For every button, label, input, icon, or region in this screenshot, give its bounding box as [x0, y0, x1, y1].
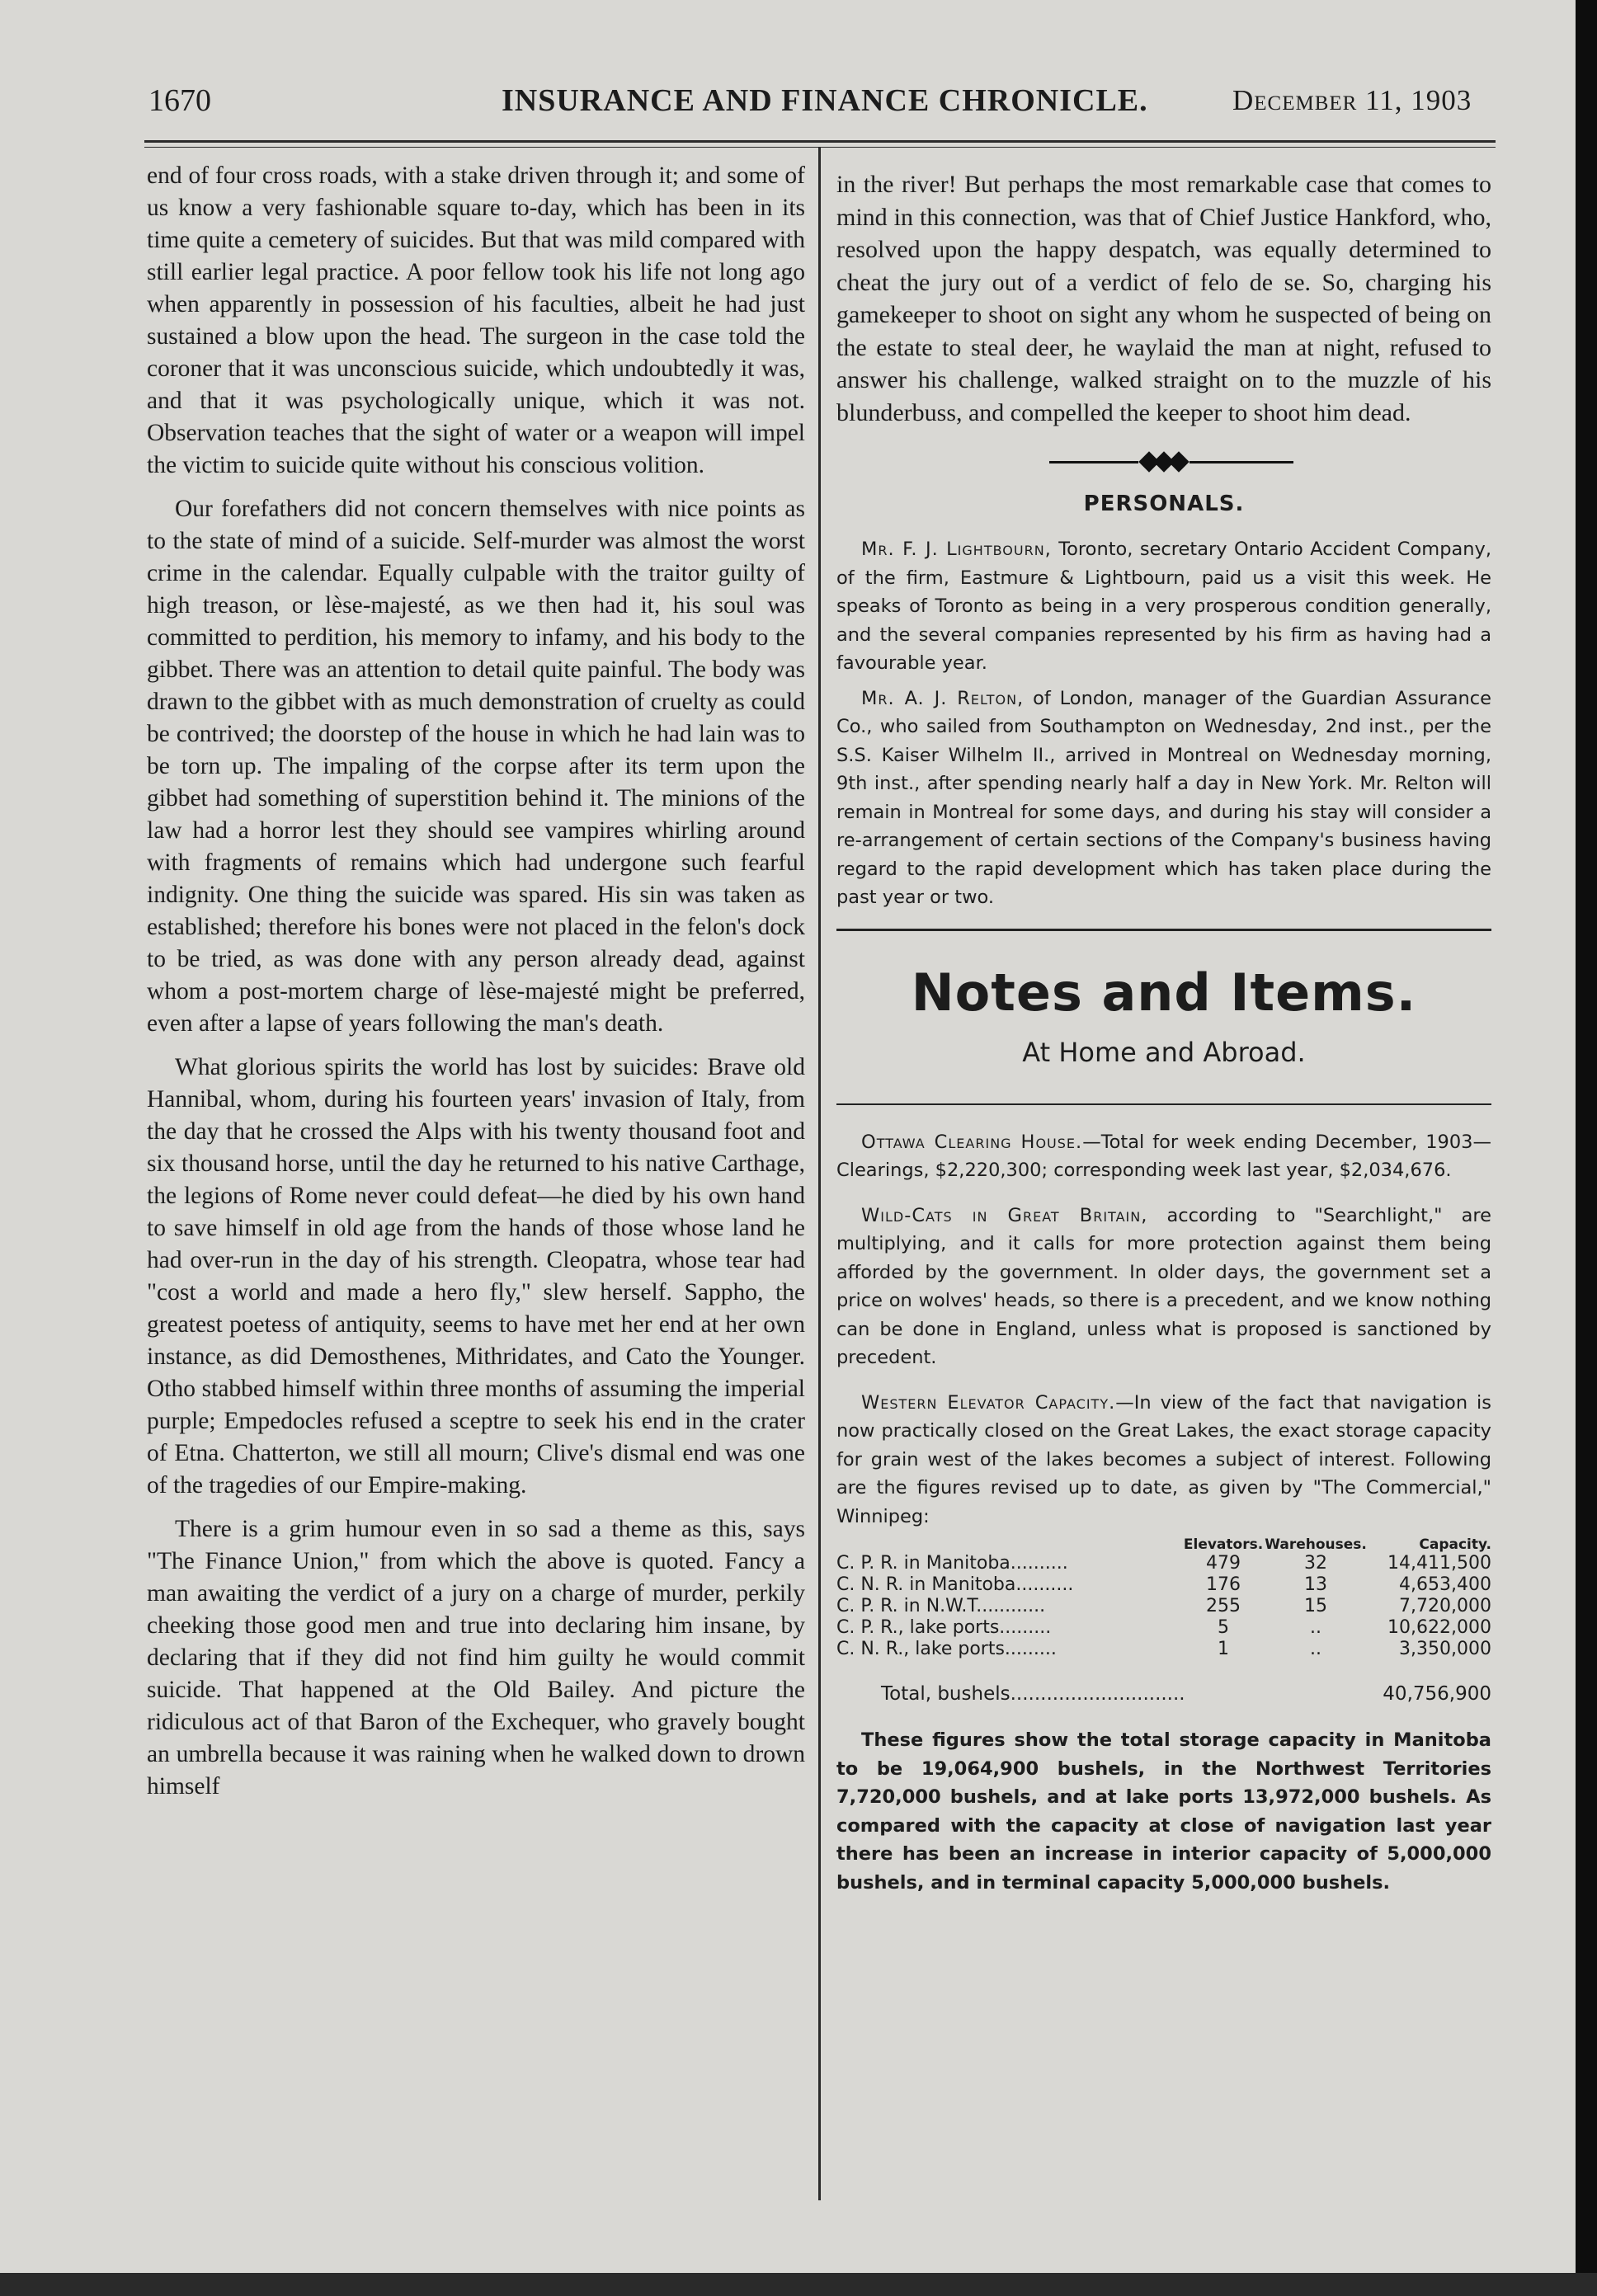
table-cell: C. N. R. in Manitoba.......... — [836, 1574, 1074, 1595]
note-text: according to "Searchlight," are multiplying, and it calls for more protection against them being afforded by the government. In older days, the government set a price on wolves' heads, so there is a precedent, and we know nothing can be done in England, unless what is proposed is sanctioned by precedent. — [836, 1204, 1491, 1368]
elevator-capacity-table — [836, 1537, 1491, 1705]
scan-edge-right — [1576, 0, 1597, 2296]
table-header-cell: Elevators. — [1183, 1536, 1264, 1553]
table-cell: 5 — [1218, 1617, 1230, 1638]
article-paragraph: There is a grim humour even in so sad a theme as this, says "The Finance Union," from which the above is quoted. Fancy a man awaiting the verdict of a jury on a charge of murder, perkily cheeking those good men and true into declaring him insane, by declaring that if they did not find him guilty he would commit suicide. That happened at the Old Bailey. And picture the ridiculous act of that Baron of the Exchequer, who gravely bought an umbrella because it was raining when he walked down to drown himself — [147, 1516, 805, 1800]
article-paragraph: Our forefathers did not concern themselves with nice points as to the state of mind of a suicide. Self-murder was almost the worst crime in the calendar. Equally culpable with the traitor guilty of high treason, or lèse-majesté, as we then had it, his soul was committed to perdition, his memory to infamy, and his body to the gibbet. There was an attention to detail quite painful. The body was drawn to the gibbet with as much demonstration of cruelty as could be contrived; the doorstep of the house in which he had lain was to be torn up. The impaling of the corpse after its term upon the gibbet had something of superstition behind it. The minions of the law had a horror lest they should see vampires whirling around with fragments of remains which had undergone such fearful indignity. One thing the suicide was spared. His sin was taken as established; therefore his bones were not placed in the felon's dock to be tried, as was done with any person already dead, against whom a post-mortem charge of lèse-majesté might be preferred, even after a lapse of years following the man's death. — [147, 496, 805, 1037]
personal-name: Mr. F. J. Lightbourn, — [861, 539, 1052, 560]
article-paragraph: end of four cross roads, with a stake driven through it; and some of us know a very fashionable square to-day, which has been in its time quite a cemetery of suicides. But that was mild compared with still earlier legal practice. A poor fellow took his life not long ago when apparently in possession of his faculties, albeit he had just sustained a blow upon the head. The surgeon in the case told the coroner that it was unconscious suicide, which undoubtedly it was, and that it was psychologically unique, which it was not. Observation teaches that the sight of water or a weapon will impel the victim to suicide quite without his conscious volition. — [147, 162, 805, 478]
header-rule — [144, 140, 1496, 143]
table-header-cell: Warehouses. — [1265, 1536, 1367, 1553]
journal-title: INSURANCE AND FINANCE CHRONICLE. — [502, 83, 1148, 118]
table-cell: 1 — [1218, 1639, 1230, 1659]
column-divider — [818, 147, 821, 2200]
table-cell: 176 — [1206, 1574, 1241, 1595]
total-label: Total, bushels............................. — [881, 1683, 1185, 1705]
note-lead: Western Elevator Capacity. — [861, 1391, 1116, 1414]
summary-section — [836, 1726, 1491, 1897]
section-rule — [836, 1103, 1491, 1105]
scan-edge-bottom — [0, 2273, 1597, 2296]
article-continuation: in the river! But perhaps the most remarkable case that comes to mind in this connection, was that of Chief Justice Hankford, who, resolved upon the happy despatch, was equally determined to cheat the jury out of a verdict of felo de se. So, charging his gamekeeper to shoot on sight any whom he suspected of being on the estate to steal deer, he waylaid the man at night, refused to answer his challenge, walked straight on to the muzzle of his blunderbuss, and compelled the keeper to shoot him dead. — [836, 171, 1491, 426]
total-value: 40,756,900 — [1383, 1683, 1491, 1705]
notes-section — [836, 1128, 1491, 1531]
table-cell: C. N. R., lake ports......... — [836, 1639, 1057, 1659]
issue-date: December 11, 1903 — [1232, 84, 1472, 116]
note-lead: Wild-Cats in Great Britain, — [861, 1204, 1148, 1226]
table-total-row — [836, 1660, 1491, 1705]
personal-text: of London, manager of the Guardian Assurance Co., who sailed from Southampton on Wednesday, 2nd inst., per the S.S. Kaiser Wilhelm II., arrived in Montreal on Wednesday morning, 9th inst., after spending nearly half a day in New York. Mr. Relton will remain in Montreal for some days, and during his stay will consider a re-arrangement of certain sections of the Company's business having regard to the rapid development which has taken place during the past year or two. — [836, 687, 1491, 908]
table-cell: C. P. R. in Manitoba.......... — [836, 1553, 1068, 1574]
right-column — [836, 168, 1491, 1903]
notes-title: Notes and Items. — [911, 962, 1417, 1023]
page-number: 1670 — [148, 83, 211, 118]
section-rule — [836, 929, 1491, 931]
table-cell: 479 — [1206, 1553, 1241, 1574]
table-cell: 255 — [1206, 1596, 1241, 1616]
personal-name: Mr. A. J. Relton, — [861, 687, 1025, 709]
note-item — [836, 1202, 1491, 1372]
table-cell: C. P. R., lake ports......... — [836, 1617, 1052, 1638]
summary-paragraph: These figures show the total storage capacity in Manitoba to be 19,064,900 bushels, in the Northwest Territories 7,720,000 bushels, and at lake ports 13,972,000 bushels. As compared with the capacity at close of navigation last year there has been an increase in interior capacity of 5,000,000 bushels, and in terminal capacity 5,000,000 bushels. — [836, 1729, 1491, 1894]
table-cell: 4,653,400 — [1399, 1574, 1491, 1595]
table-cell: .. — [1310, 1617, 1322, 1638]
table-cell: 14,411,500 — [1387, 1553, 1491, 1574]
table-row — [836, 1617, 1491, 1639]
table-row — [836, 1574, 1491, 1596]
table-row — [836, 1553, 1491, 1574]
table-cell: .. — [1310, 1639, 1322, 1659]
left-column — [147, 160, 805, 1814]
table-cell: 7,720,000 — [1399, 1596, 1491, 1616]
ornament-divider — [836, 450, 1491, 475]
table-cell: C. P. R. in N.W.T............ — [836, 1596, 1046, 1616]
article-paragraph: What glorious spirits the world has lost by suicides: Brave old Hannibal, whom, during his fourteen years' invasion of Italy, from the day that he crossed the Alps with his twenty thousand foot and six thousand horse, until the day he returned to his native Carthage, the legions of Rome never could defeat—he died by his own hand to save himself in old age from the hands of those whose land he had over-run in the day of his strength. Cleopatra, whose tear had "cost a world and made a hero fly," slew herself. Sappho, the greatest poetess of antiquity, seems to have met her end at her own instance, as did Demosthenes, Mithridates, and Cato the Younger. Otho stabbed himself within three months of assuming the imperial purple; Empedocles refused a sceptre to seek his end in the crater of Etna. Chatterton, we still all mourn; Clive's dismal end was one of the tragedies of our Empire-making. — [147, 1054, 805, 1499]
table-cell: 10,622,000 — [1387, 1617, 1491, 1638]
table-cell: 3,350,000 — [1399, 1639, 1491, 1659]
personal-item — [836, 685, 1491, 912]
table-cell: 15 — [1304, 1596, 1328, 1616]
note-item — [836, 1128, 1491, 1185]
personals-heading: PERSONALS. — [1083, 492, 1245, 516]
table-cell: 32 — [1304, 1553, 1328, 1574]
personals-section — [836, 535, 1491, 912]
personal-item — [836, 535, 1491, 678]
note-text: —Total for week ending December, 1903—Clearings, $2,220,300; corresponding week last year, $2,034,676. — [836, 1131, 1491, 1181]
notes-subtitle: At Home and Abroad. — [1022, 1036, 1306, 1068]
table-row — [836, 1596, 1491, 1617]
table-header-cell: Capacity. — [1419, 1536, 1491, 1553]
table-cell: 13 — [1304, 1574, 1328, 1595]
table-header-cell — [836, 1537, 1183, 1553]
note-lead: Ottawa Clearing House. — [861, 1131, 1083, 1153]
note-text: —In view of the fact that navigation is now practically closed on the Great Lakes, the exact storage capacity for grain west of the lakes becomes a subject of interest. Following are the figures revised up to date, as given by "The Commercial," Winnipeg: — [836, 1391, 1491, 1527]
table-row — [836, 1639, 1491, 1660]
table-header-row — [836, 1537, 1491, 1553]
note-item — [836, 1389, 1491, 1531]
personal-text: Toronto, secretary Ontario Accident Company, of the firm, Eastmure & Lightbourn, paid us a visit this week. He speaks of Toronto as being in a very prosperous condition generally, and the several companies represented by his firm as having had a favourable year. — [836, 539, 1491, 674]
